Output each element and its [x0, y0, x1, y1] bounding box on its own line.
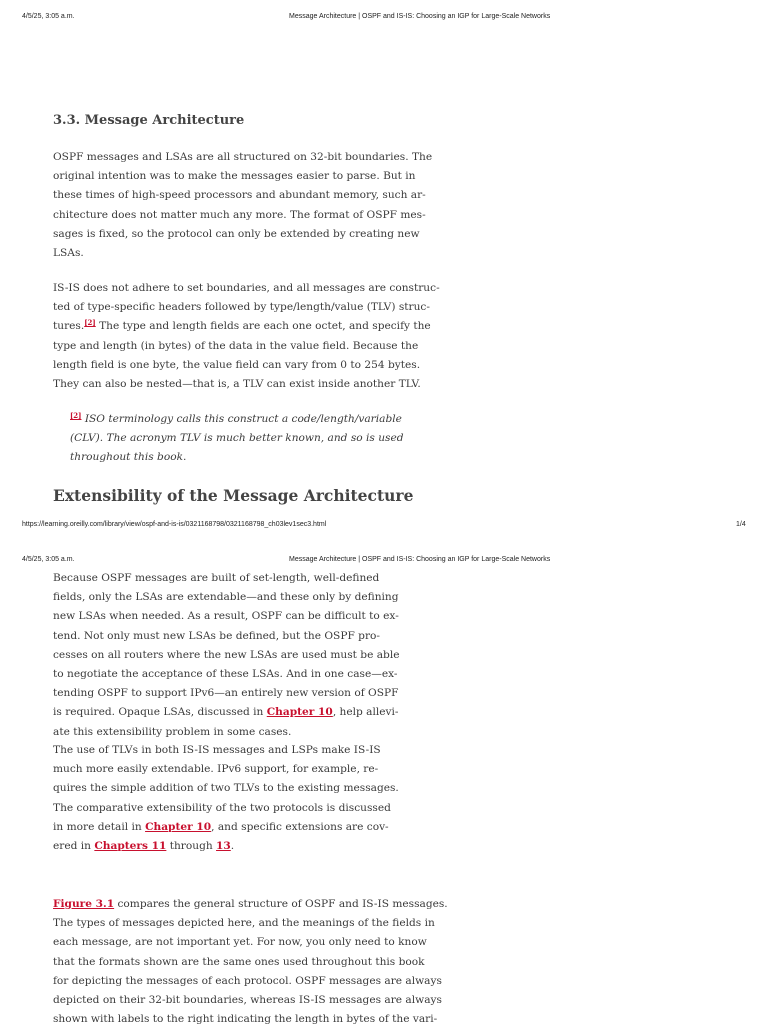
- text-line: The types of messages depicted here, and the meanings of the fields in: [53, 917, 435, 930]
- text-fragment: compares the general structure of OSPF and IS-IS messages.: [114, 898, 448, 910]
- text-line: [53, 837, 433, 856]
- text-fragment: tures.: [53, 320, 85, 333]
- print-header-datetime: 4/5/25, 3:05 a.m.: [22, 556, 75, 563]
- text-line: much more easily extendable. IPv6 support, for example, re-: [53, 763, 379, 776]
- paragraph-isis-extensibility: [53, 741, 433, 856]
- text-fragment: .: [230, 840, 235, 853]
- text-line: cesses on all routers where the new LSAs are used must be able: [53, 648, 400, 661]
- text-line: [53, 895, 448, 914]
- text-line: ate this extensibility problem in some cases.: [53, 725, 292, 738]
- footnote-ref-link[interactable]: [2]: [84, 318, 96, 328]
- text-line: that the formats shown are the same ones used throughout this book: [53, 955, 425, 968]
- print-header-title: Message Architecture | OSPF and IS-IS: Choosing an IGP for Large-Scale Networks: [289, 13, 551, 20]
- chapter-13-link[interactable]: 13: [216, 840, 231, 853]
- text-line: fields, only the LSAs are extendable—and these only by defining: [53, 591, 399, 604]
- paragraph-isis-tlv: [53, 279, 440, 394]
- text-line: IS-IS does not adhere to set boundaries, and all messages are construc-: [53, 282, 440, 294]
- text-fragment: is required. Opaque LSAs, discussed in: [53, 706, 267, 719]
- print-footer-page-number: 1/4: [736, 521, 746, 528]
- text-fragment: , help allevi-: [332, 706, 399, 719]
- text-line: [53, 818, 433, 837]
- text-line: They can also be nested—that is, a TLV can exist inside another TLV.: [53, 378, 421, 391]
- text-line: The use of TLVs in both IS-IS messages and LSPs make IS-IS: [53, 744, 381, 756]
- section-title: 3.3. Message Architecture: [53, 113, 245, 128]
- subsection-title: Extensibility of the Message Architecture: [53, 486, 414, 505]
- chapter-10-link[interactable]: Chapter 10: [145, 820, 212, 833]
- text-fragment: ered in: [53, 840, 95, 853]
- text-line: original intention was to make the messages easier to parse. But in: [53, 170, 416, 183]
- text-line: sages is fixed, so the protocol can only be extended by creating new: [53, 227, 420, 240]
- text-line: OSPF messages and LSAs are all structured on 32-bit boundaries. The: [53, 151, 433, 163]
- text-line: tending OSPF to support IPv6—an entirely new version of OSPF: [53, 687, 399, 700]
- text-line: chitecture does not matter much any more. The format of OSPF mes-: [53, 208, 426, 221]
- chapters-11-link[interactable]: Chapters 11: [94, 840, 167, 853]
- chapter-10-link[interactable]: Chapter 10: [266, 706, 333, 719]
- text-line: to negotiate the acceptance of these LSAs. And in one case—ex-: [53, 668, 398, 681]
- text-line: tend. Not only must new LSAs be defined, but the OSPF pro-: [53, 629, 380, 642]
- print-header-title: Message Architecture | OSPF and IS-IS: Choosing an IGP for Large-Scale Networks: [289, 556, 551, 563]
- text-line: type and length (in bytes) of the data in the value field. Because the: [53, 339, 419, 352]
- print-footer-url: https://learning.oreilly.com/library/view/ospf-and-is-is/0321168798/0321168798_ch03lev1sec3.html: [22, 521, 327, 528]
- footnote-backref-link[interactable]: [2]: [70, 411, 82, 420]
- text-fragment: The type and length fields are each one octet, and specify the: [95, 320, 431, 333]
- paragraph-ospf-extensibility: [53, 569, 433, 742]
- text-line: each message, are not important yet. For now, you only need to know: [53, 936, 427, 949]
- paragraph-ospf-structure: [53, 148, 433, 263]
- paragraph-figure-comparison: [53, 895, 448, 1029]
- text-line: new LSAs when needed. As a result, OSPF can be difficult to ex-: [53, 610, 399, 623]
- text-line: for depicting the messages of each protocol. OSPF messages are always: [53, 974, 442, 987]
- text-line: (CLV). The acronym TLV is much better known, and so is used: [70, 432, 404, 445]
- text-line: [53, 317, 433, 336]
- text-fragment: ISO terminology calls this construct a code/length/variable: [81, 413, 402, 425]
- text-line: these times of high-speed processors and abundant memory, such ar-: [53, 189, 426, 202]
- text-line: shown with labels to the right indicating the length in bytes of the vari-: [53, 1013, 438, 1026]
- text-line: [70, 410, 404, 429]
- text-fragment: in more detail in: [53, 820, 146, 833]
- footnote: [70, 410, 404, 468]
- text-line: ted of type-specific headers followed by type/length/value (TLV) struc-: [53, 301, 430, 314]
- text-line: The comparative extensibility of the two protocols is discussed: [53, 801, 391, 814]
- text-line: throughout this book.: [70, 451, 187, 464]
- text-line: length field is one byte, the value field can vary from 0 to 254 bytes.: [53, 358, 421, 371]
- text-line: [53, 703, 433, 722]
- text-line: quires the simple addition of two TLVs to the existing messages.: [53, 782, 399, 795]
- figure-3-1-link[interactable]: Figure 3.1: [53, 898, 115, 910]
- text-line: LSAs.: [53, 247, 84, 260]
- print-header-datetime: 4/5/25, 3:05 a.m.: [22, 13, 75, 20]
- text-fragment: through: [166, 840, 217, 853]
- text-line: Because OSPF messages are built of set-length, well-defined: [53, 572, 380, 584]
- text-line: depicted on their 32-bit boundaries, whereas IS-IS messages are always: [53, 994, 442, 1007]
- text-fragment: , and specific extensions are cov-: [211, 820, 389, 833]
